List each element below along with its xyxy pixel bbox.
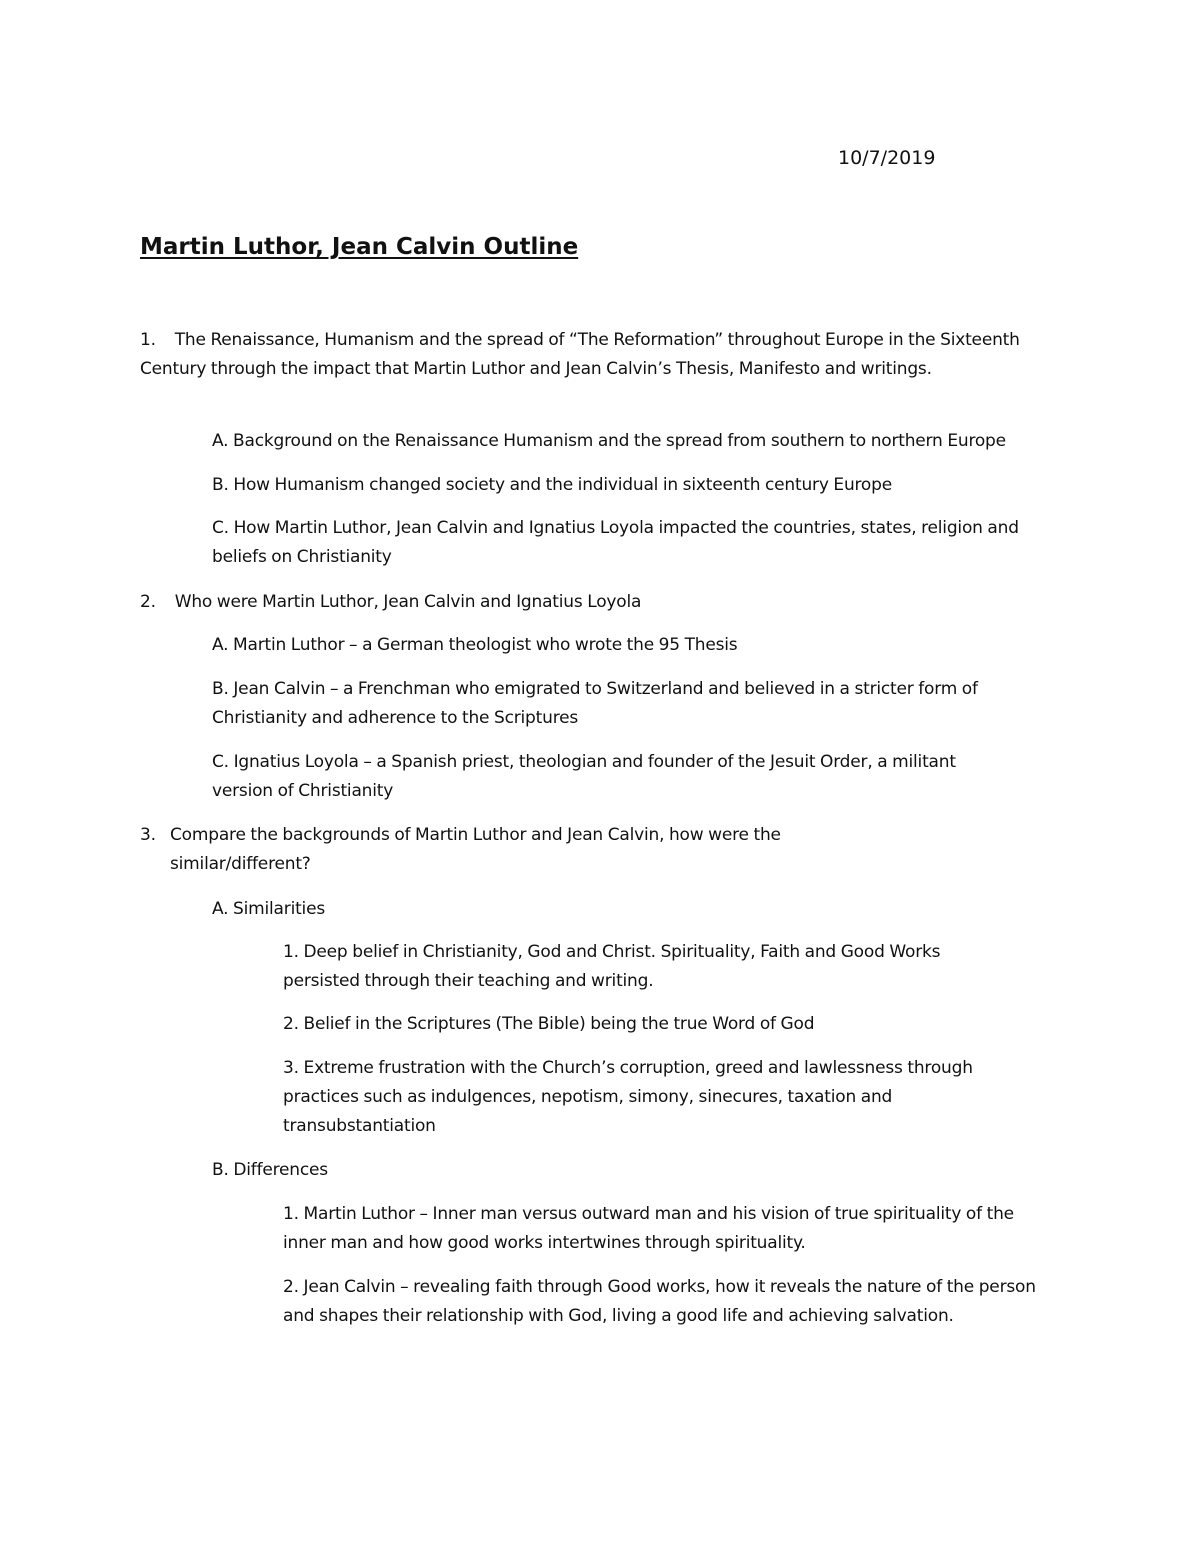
similarity-2: 2. Belief in the Scriptures (The Bible) being the true Word of God xyxy=(283,1014,815,1034)
item-2-text: Who were Martin Luthor, Jean Calvin and Ignatius Loyola xyxy=(174,592,642,612)
document-title: Martin Luthor, Jean Calvin Outline xyxy=(140,234,579,260)
item-1-sub-b: B. How Humanism changed society and the individual in sixteenth century Europe xyxy=(212,475,892,495)
item-3-sub-b-label: B. Differences xyxy=(212,1160,328,1180)
outline-item-1 xyxy=(140,326,1020,384)
similarity-3: 3. Extreme frustration with the Church’s corruption, greed and lawlessness through practices such as indulgences, nepotism, simony, sinecures, taxation and transubstantiation xyxy=(283,1058,973,1136)
difference-2: 2. Jean Calvin – revealing faith through Good works, how it reveals the nature of the person and shapes their relationship with God, living a good life and achieving salvation. xyxy=(283,1277,1036,1326)
item-2-number: 2. xyxy=(140,592,156,612)
item-2-sub-a: A. Martin Luthor – a German theologist who wrote the 95 Thesis xyxy=(212,635,738,655)
similarity-1: 1. Deep belief in Christianity, God and Christ. Spirituality, Faith and Good Works persisted through their teaching and writing. xyxy=(283,942,941,991)
outline-item-2 xyxy=(140,588,1020,617)
item-3-sub-a-label: A. Similarities xyxy=(212,899,325,919)
item-2-sub-b: B. Jean Calvin – a Frenchman who emigrated to Switzerland and believed in a stricter form of Christianity and adherence to the Scriptures xyxy=(212,679,978,728)
item-1-sub-a: A. Background on the Renaissance Humanism and the spread from southern to northern Europe xyxy=(212,431,1006,451)
difference-1: 1. Martin Luthor – Inner man versus outward man and his vision of true spirituality of the inner man and how good works intertwines through spirituality. xyxy=(283,1204,1014,1253)
outline-item-3 xyxy=(140,821,870,879)
item-1-text: The Renaissance, Humanism and the spread of “The Reformation” throughout Europe in the Sixteenth Century through the impact that Martin Luthor and Jean Calvin’s Thesis, Manifesto and writings. xyxy=(140,330,1020,379)
item-3-text: Compare the backgrounds of Martin Luthor and Jean Calvin, how were the similar/different? xyxy=(170,825,781,874)
document-date: 10/7/2019 xyxy=(838,147,936,169)
item-1-number: 1. xyxy=(140,330,156,350)
item-2-sub-c: C. Ignatius Loyola – a Spanish priest, theologian and founder of the Jesuit Order, a militant version of Christianity xyxy=(212,752,956,801)
item-3-number: 3. xyxy=(140,825,156,845)
item-1-sub-c: C. How Martin Luthor, Jean Calvin and Ignatius Loyola impacted the countries, states, religion and beliefs on Christianity xyxy=(212,518,1019,567)
